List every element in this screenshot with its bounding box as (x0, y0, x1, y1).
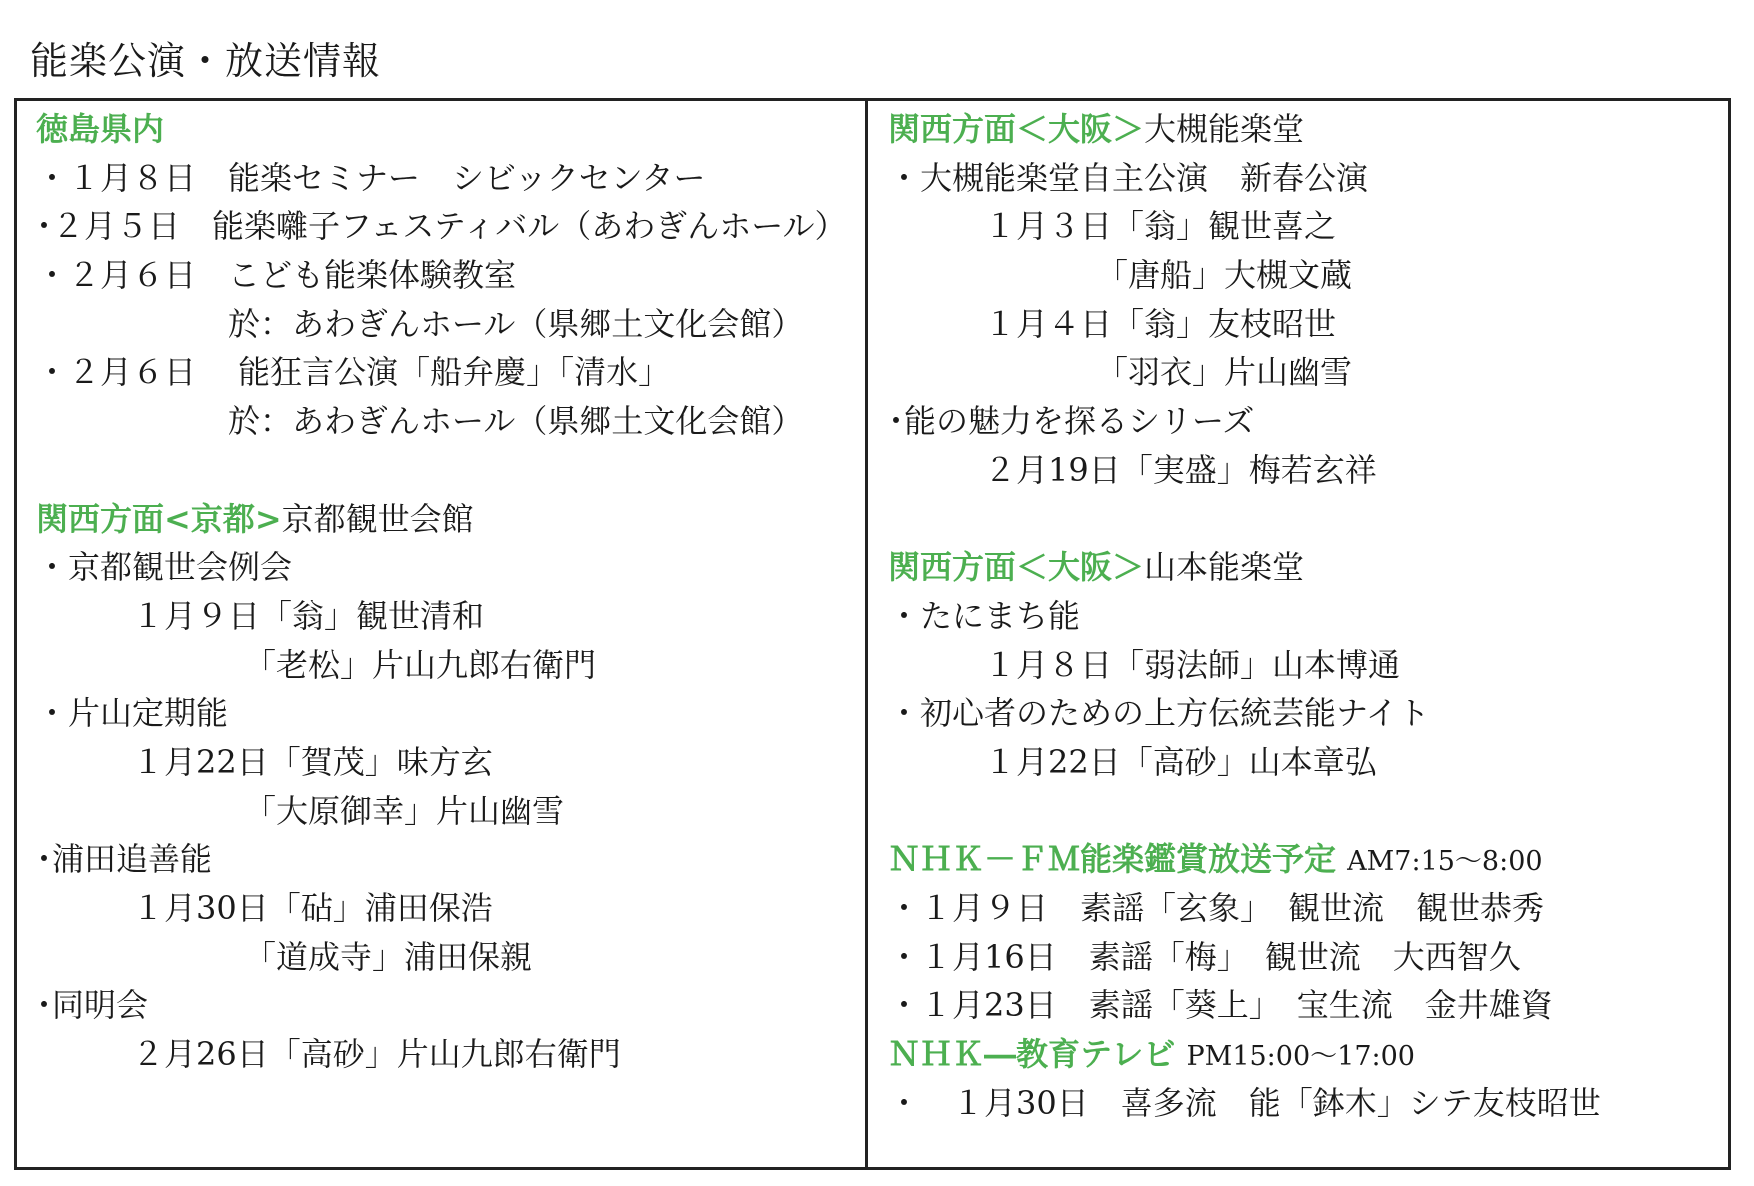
list-item: 「唐船」大槻文蔵 (888, 256, 1353, 295)
list-item: 「道成寺」浦田保親 (36, 937, 533, 976)
list-item: ・１月８日 能楽セミナー シビックセンター (36, 158, 706, 197)
list-item: ・たにまち能 (888, 596, 1081, 635)
spacer (888, 787, 1728, 836)
list-item: 「大原御幸」片山幽雪 (36, 791, 565, 830)
heading-venue: 大槻能楽堂 (1144, 110, 1305, 148)
left-column (36, 105, 856, 1079)
section-heading-tokushima: 徳島県内 (36, 110, 165, 148)
list-item: 於：あわぎんホール（県郷土文化会館） (36, 402, 804, 441)
list-item: ・１月23日 素謡「葵上」 宝生流 金井雄資 (888, 986, 1553, 1025)
right-column (888, 105, 1728, 1127)
list-item: ２月26日「高砂」片山九郎右衛門 (36, 1035, 621, 1074)
list-item: １月22日「高砂」山本章弘 (888, 742, 1377, 781)
page-title: 能楽公演・放送情報 (30, 39, 382, 83)
section-heading-yamamoto (888, 543, 1728, 592)
list-item: ･２月５日 能楽囃子フェスティバル（あわぎんホール） (36, 207, 847, 246)
list-item: １月８日「弱法師」山本博通 (888, 645, 1401, 684)
list-item: １月30日「砧」浦田保浩 (36, 889, 493, 927)
section-heading-nhk-edu (888, 1030, 1728, 1079)
heading-venue: 山本能楽堂 (1144, 548, 1305, 587)
heading-venue: 京都観世会館 (281, 499, 474, 538)
list-item: ･浦田追善能 (36, 840, 213, 879)
heading-broadcast: ＮＨＫ―教育テレビ (888, 1035, 1176, 1074)
list-item: ・大槻能楽堂自主公演 新春公演 (888, 158, 1369, 197)
heading-region: 関西方面＜大阪＞ (888, 110, 1145, 148)
list-item: ・ １月30日 喜多流 能「鉢木」シテ友枝昭世 (888, 1083, 1601, 1122)
list-item: 於：あわぎんホール（県郷土文化会館） (36, 304, 804, 343)
section-heading-otsuki (888, 105, 1728, 154)
broadcast-time: PM15:00～17:00 (1186, 1041, 1415, 1073)
list-item: ・１月９日 素謡「玄象」 観世流 観世恭秀 (888, 889, 1545, 927)
spacer (888, 495, 1728, 544)
list-item: ･能の魅力を探るシリーズ (888, 402, 1255, 441)
list-item: ・初心者のための上方伝統芸能ナイト (888, 694, 1430, 733)
heading-region: 関西方面<京都> (36, 499, 282, 538)
heading-broadcast: ＮＨＫ－ＦＭ能楽鑑賞放送予定 (888, 840, 1337, 879)
list-item: ･同明会 (36, 986, 149, 1025)
list-item: １月３日「翁」観世喜之 (888, 207, 1337, 246)
broadcast-time: AM7:15～8:00 (1347, 846, 1543, 878)
list-item: 「羽衣」片山幽雪 (888, 353, 1353, 392)
list-item: ・京都観世会例会 (36, 548, 293, 587)
list-item: ２月19日「実盛」梅若玄祥 (888, 450, 1377, 489)
spacer (36, 446, 856, 495)
list-item: １月９日「翁」観世清和 (36, 596, 485, 635)
list-item: １月４日「翁」友枝昭世 (888, 304, 1337, 343)
heading-region: 関西方面＜大阪＞ (888, 548, 1145, 587)
list-item: ・片山定期能 (36, 694, 229, 733)
section-heading-nhk-fm (888, 835, 1728, 884)
list-item: ・１月16日 素謡「梅」 観世流 大西智久 (888, 937, 1521, 976)
section-heading-kyoto (36, 495, 856, 544)
list-item: １月22日「賀茂」味方玄 (36, 742, 493, 781)
list-item: ・２月６日 こども能楽体験教室 (36, 256, 517, 295)
list-item: 「老松」片山九郎右衛門 (36, 645, 597, 684)
column-divider (865, 98, 868, 1170)
list-item: ・２月６日 能狂言公演「船弁慶」「清水」 (36, 353, 671, 392)
